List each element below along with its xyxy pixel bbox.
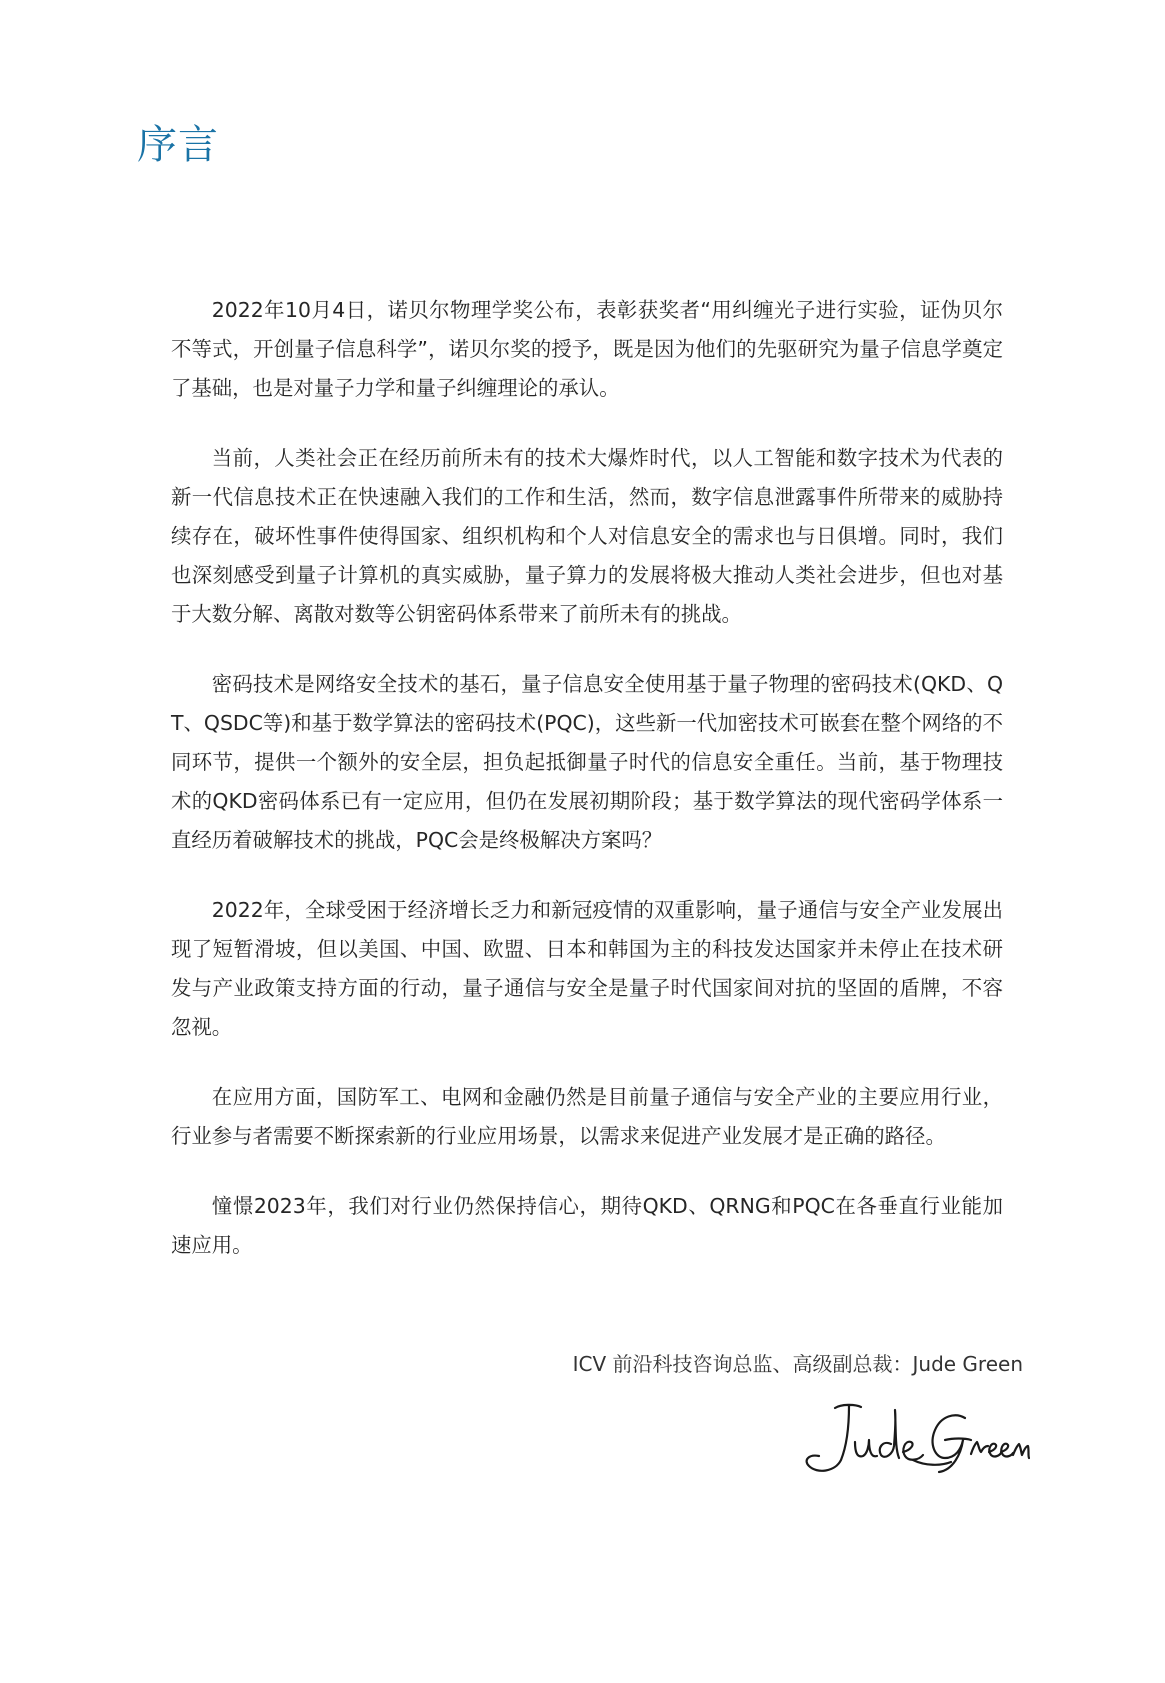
paragraph-5: 在应用方面，国防军工、电网和金融仍然是目前量子通信与安全产业的主要应用行业，行业参与者需要不断探索新的行业应用场景，以需求来促进产业发展才是正确的路径。 xyxy=(171,1085,1003,1148)
paragraph-2: 当前，人类社会正在经历前所未有的技术大爆炸时代，以人工智能和数字技术为代表的新一代信息技术正在快速融入我们的工作和生活，然而，数字信息泄露事件所带来的威胁持续存在，破坏性事件使得国家、组织机构和个人对信息安全的需求也与日俱增。同时，我们也深刻感受到量子计算机的真实威胁，量子算力的发展将极大推动人类社会进步，但也对基于大数分解、离散对数等公钥密码体系带来了前所未有的挑战。 xyxy=(171,446,1003,626)
handwritten-signature xyxy=(795,1400,1030,1480)
preface-body xyxy=(171,291,1003,1296)
page-title: 序言 xyxy=(137,122,219,168)
paragraph-6: 憧憬2023年，我们对行业仍然保持信心，期待QKD、QRNG和PQC在各垂直行业能加速应用。 xyxy=(171,1194,1003,1257)
paragraph-1: 2022年10月4日，诺贝尔物理学奖公布，表彰获奖者“用纠缠光子进行实验，证伪贝尔不等式，开创量子信息科学”，诺贝尔奖的授予，既是因为他们的先驱研究为量子信息学奠定了基础，也是对量子力学和量子纠缠理论的承认。 xyxy=(171,298,1003,400)
author-attribution: ICV 前沿科技咨询总监、高级副总裁：Jude Green xyxy=(572,1352,1023,1376)
paragraph-3: 密码技术是网络安全技术的基石，量子信息安全使用基于量子物理的密码技术(QKD、QT、QSDC等)和基于数学算法的密码技术(PQC)，这些新一代加密技术可嵌套在整个网络的不同环节，提供一个额外的安全层，担负起抵御量子时代的信息安全重任。当前，基于物理技术的QKD密码体系已有一定应用，但仍在发展初期阶段；基于数学算法的现代密码学体系一直经历着破解技术的挑战，PQC会是终极解决方案吗？ xyxy=(171,672,1003,852)
paragraph-4: 2022年，全球受困于经济增长乏力和新冠疫情的双重影响，量子通信与安全产业发展出现了短暂滑坡，但以美国、中国、欧盟、日本和韩国为主的科技发达国家并未停止在技术研发与产业政策支持方面的行动，量子通信与安全是量子时代国家间对抗的坚固的盾牌，不容忽视。 xyxy=(171,898,1003,1039)
